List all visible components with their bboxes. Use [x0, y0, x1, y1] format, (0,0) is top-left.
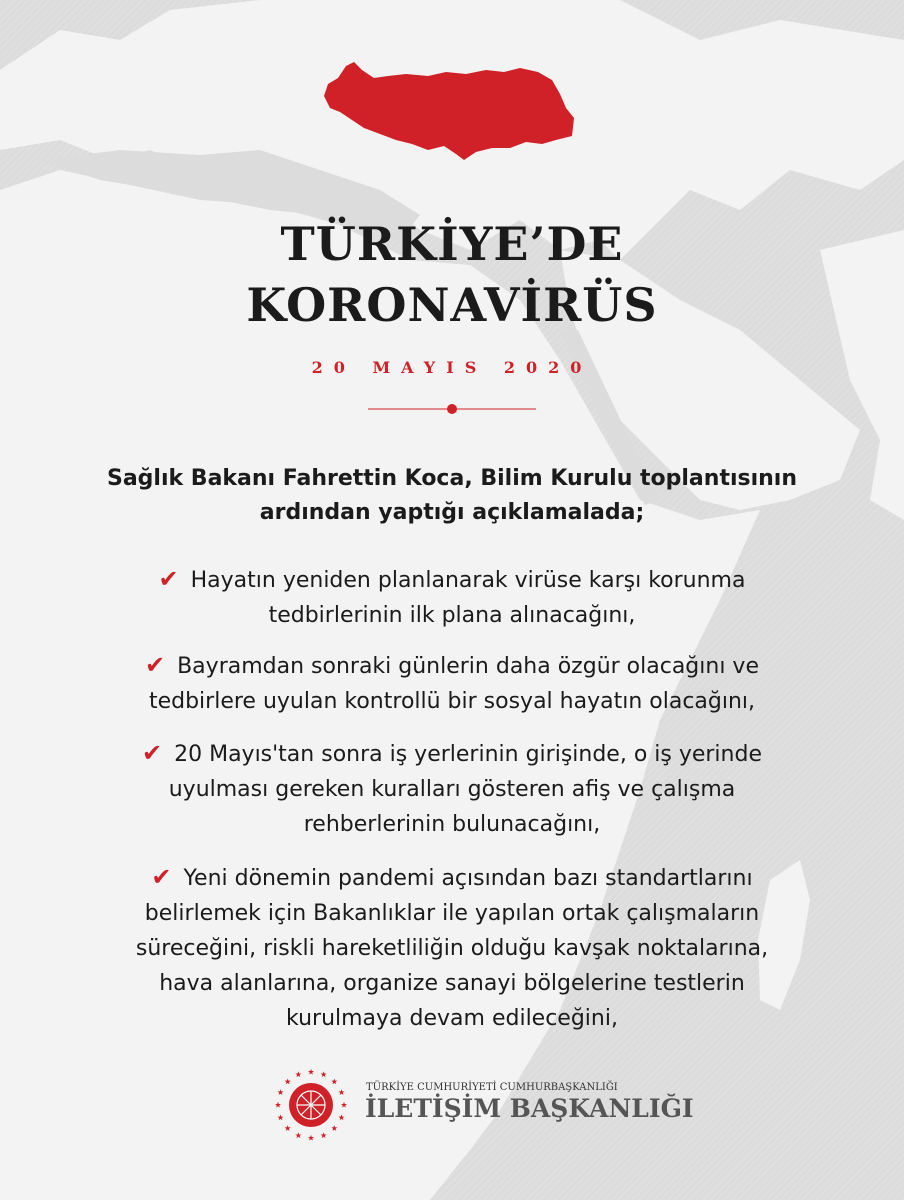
emblem-star	[285, 1125, 291, 1131]
checkmark-icon: ✔	[151, 863, 172, 891]
bullet-text: Hayatın yeniden planlanarak virüse karşı korunma	[190, 568, 746, 593]
intro-line: ardından yaptığı açıklamalada;	[259, 500, 645, 525]
emblem-star	[341, 1102, 347, 1108]
bullet-line: tedbirlerinin ilk plana alınacağını,	[268, 603, 636, 628]
presidential-emblem-icon	[272, 1066, 350, 1144]
bullet-line: kurulmaya devam edileceğini,	[286, 1006, 618, 1031]
emblem-star	[285, 1078, 291, 1084]
divider	[368, 402, 536, 416]
bullet-line-first	[60, 860, 844, 896]
emblem-star	[321, 1071, 327, 1077]
emblem-star	[295, 1071, 301, 1077]
checkmark-icon: ✔	[158, 565, 179, 593]
date-label: 20 MAYIS 2020	[311, 358, 593, 377]
checkmark-icon: ✔	[141, 739, 163, 767]
bullet-text: Yeni dönemin pandemi açısından bazı standartlarını	[183, 866, 753, 891]
bullet-item	[60, 736, 844, 842]
emblem-star	[338, 1114, 344, 1120]
checkmark-icon: ✔	[144, 651, 166, 679]
emblem-star	[277, 1114, 283, 1120]
bullet-item	[60, 562, 844, 633]
bullet-item	[60, 648, 844, 719]
bullet-line: hava alanlarına, organize sanayi bölgelerine testlerin	[159, 971, 745, 996]
emblem-star	[331, 1125, 337, 1131]
emblem-star	[308, 1069, 314, 1075]
turkey-map-icon	[316, 56, 578, 166]
page-title-line2: KORONAVİRÜS	[246, 278, 658, 332]
bullet-line: belirlemek için Bakanlıklar ile yapılan ortak çalışmaların	[144, 901, 760, 926]
bullet-line-first	[60, 562, 844, 598]
bullet-text: Bayramdan sonraki günlerin daha özgür olacağını ve	[177, 654, 759, 679]
bullet-line: uyulması gereken kuralları gösteren afiş ve çalışma	[168, 777, 736, 802]
emblem-star	[308, 1135, 314, 1141]
emblem-star	[338, 1089, 344, 1095]
bullet-line: tedbirlere uyulan kontrollü bir sosyal hayatın olacağını,	[148, 689, 756, 714]
bullet-line-first	[60, 736, 844, 772]
intro-text	[60, 462, 844, 530]
bullet-line: rehberlerinin bulunacağını,	[303, 812, 601, 837]
page-title-line1: TÜRKİYE’DE	[280, 217, 624, 271]
emblem-star	[321, 1132, 327, 1138]
bullet-line-first	[60, 648, 844, 684]
org-name: İLETİŞİM BAŞKANLIĞI	[365, 1094, 694, 1123]
bullet-text: 20 Mayıs'tan sonra iş yerlerinin girişinde, o iş yerinde	[174, 742, 762, 767]
intro-line: Sağlık Bakanı Fahrettin Koca, Bilim Kurulu toplantısının	[106, 466, 797, 491]
bullet-item	[60, 860, 844, 1036]
emblem-star	[295, 1132, 301, 1138]
bullet-line: süreceğini, riskli hareketliliğin olduğu kavşak noktalarına,	[135, 936, 769, 961]
org-subtitle: TÜRKİYE CUMHURİYETİ CUMHURBAŞKANLIĞI	[366, 1082, 618, 1093]
emblem-star	[277, 1089, 283, 1095]
emblem-star	[275, 1102, 281, 1108]
emblem-star	[331, 1078, 337, 1084]
